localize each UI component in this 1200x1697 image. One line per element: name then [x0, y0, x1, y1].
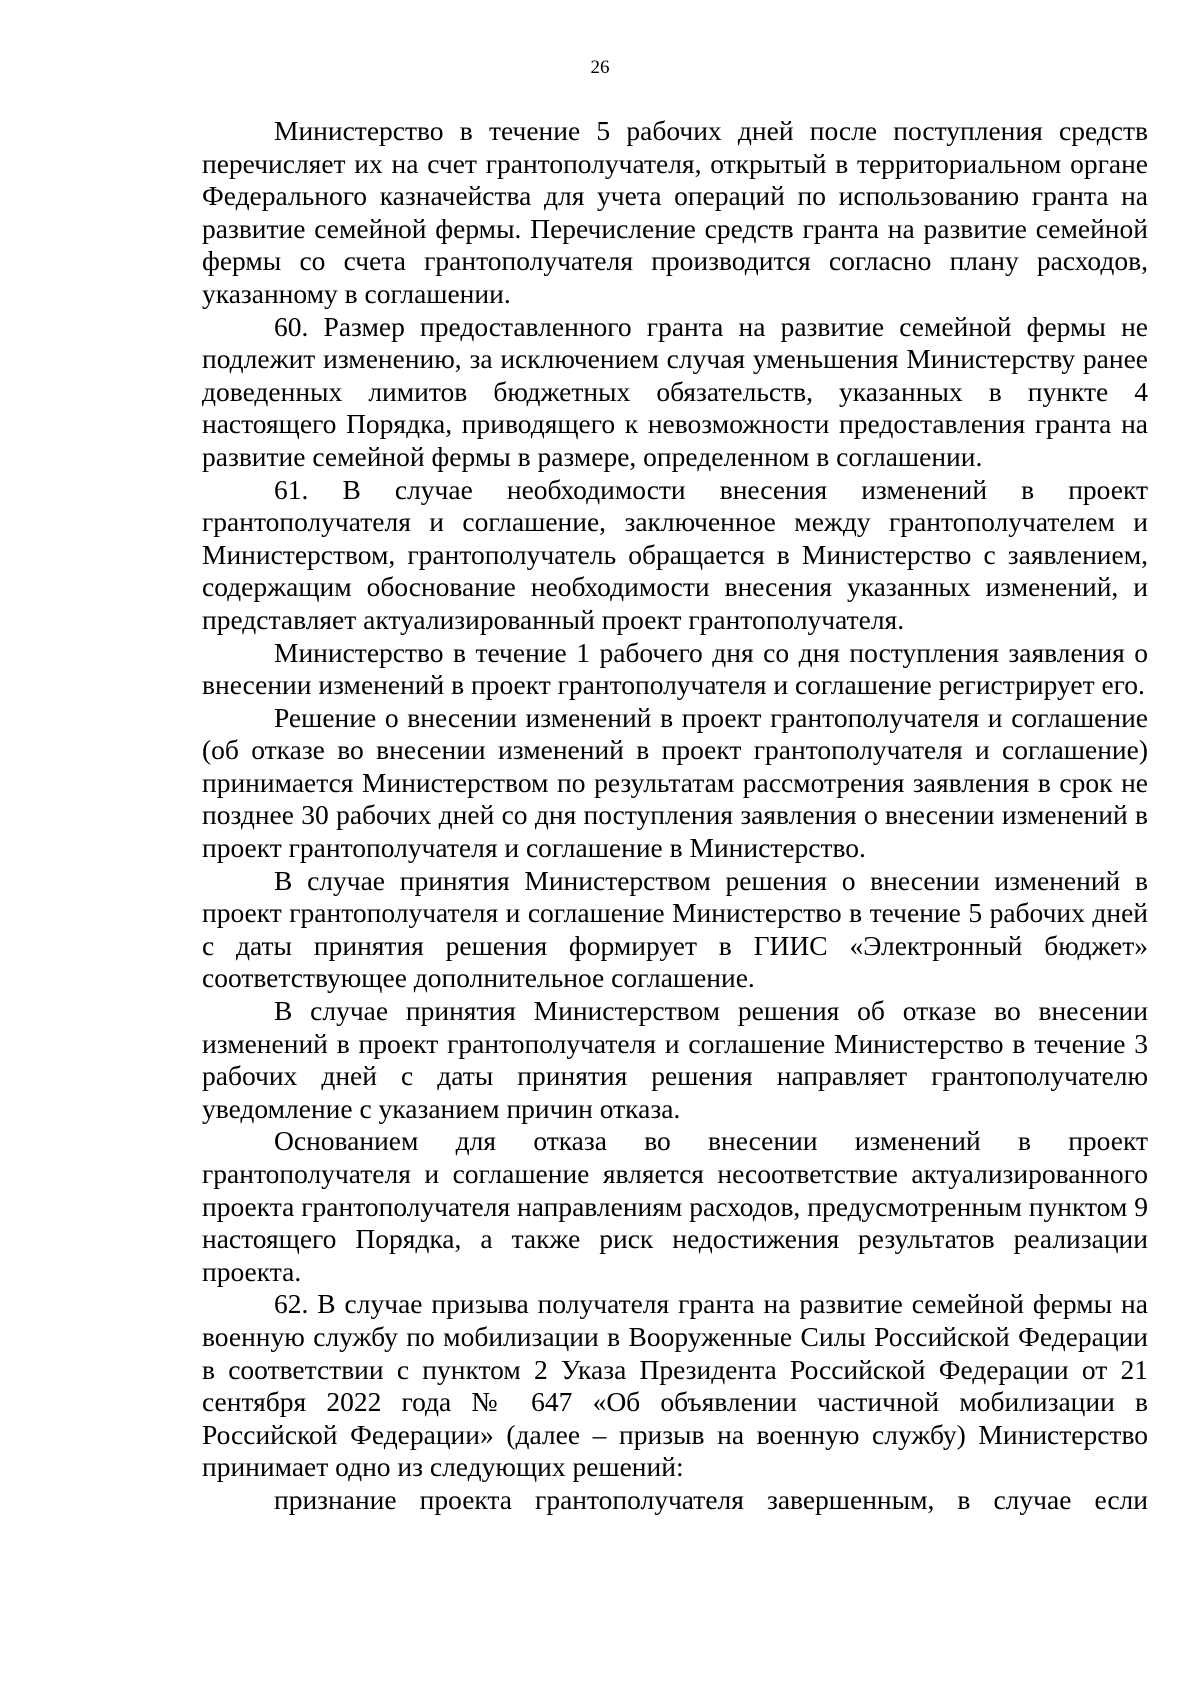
paragraph-decision-deadline: Решение о внесении изменений в проект грантополучателя и соглашение (об отказе во внесении изменений в проект грантополучателя и соглашение) принимается Министерством по результатам рассмотрения заявления в срок не позднее 30 рабочих дней со дня поступления заявления о внесении изменений в проект грантополучателя и соглашение в Министерство.	[202, 701, 1148, 864]
document-body	[202, 115, 1148, 1517]
paragraph-refusal-notice: В случае принятия Министерством решения об отказе во внесении изменений в проект грантополучателя и соглашение Министерство в течение 3 рабочих дней с даты принятия решения направляет грантополучателю уведомление с указанием причин отказа.	[202, 995, 1148, 1124]
paragraph-60-grant-size: 60. Размер предоставленного гранта на развитие семейной фермы не подлежит изменению, за исключением случая уменьшения Министерству ранее доведенных лимитов бюджетных обязательств, указанных в пункте 4 настоящего Порядка, приводящего к невозможности предоставления гранта на развитие семейной фермы в размере, определенном в соглашении.	[202, 310, 1148, 472]
paragraph-refusal-grounds: Основанием для отказа во внесении изменений в проект грантополучателя и соглашение является несоответствие актуализированного проекта грантополучателя направлениям расходов, предусмотренным пунктом 9 настоящего Порядка, а также риск недостижения результатов реализации проекта.	[202, 1125, 1148, 1287]
paragraph-62-mobilization: 62. В случае призыва получателя гранта на развитие семейной фермы на военную службу по мобилизации в Вооруженные Силы Российской Федерации в соответствии с пунктом 2 Указа Президента Российской Федерации от 21 сентября 2022 года № 647 «Об объявлении частичной мобилизации в Российской Федерации» (далее – призыв на военную службу) Министерство принимает одно из следующих решений:	[202, 1288, 1148, 1483]
page-number: 26	[590, 57, 610, 78]
paragraph-transfer-of-funds: Министерство в течение 5 рабочих дней после поступления средств перечисляет их на счет грантополучателя, открытый в территориальном органе Федерального казначейства для учета операций по использованию гранта на развитие семейной фермы. Перечисление средств гранта на развитие семейной фермы со счета грантополучателя производится согласно плану расходов, указанному в соглашении.	[202, 115, 1148, 309]
paragraph-project-completion: признание проекта грантополучателя завершенным, в случае если	[274, 1483, 1148, 1515]
paragraph-registration: Министерство в течение 1 рабочего дня со дня поступления заявления о внесении изменений в проект грантополучателя и соглашение регистрирует его.	[202, 636, 1148, 701]
paragraph-approval-procedure: В случае принятия Министерством решения о внесении изменений в проект грантополучателя и соглашение Министерство в течение 5 рабочих дней с даты принятия решения формирует в ГИИС «Электронный бюджет» соответствующее дополнительное соглашение.	[202, 864, 1148, 994]
paragraph-61-amendment-request: 61. В случае необходимости внесения изменений в проект грантополучателя и соглашение, заключенное между грантополучателем и Министерством, грантополучатель обращается в Министерство с заявлением, содержащим обоснование необходимости внесения указанных изменений, и представляет актуализированный проект грантополучателя.	[202, 473, 1148, 635]
